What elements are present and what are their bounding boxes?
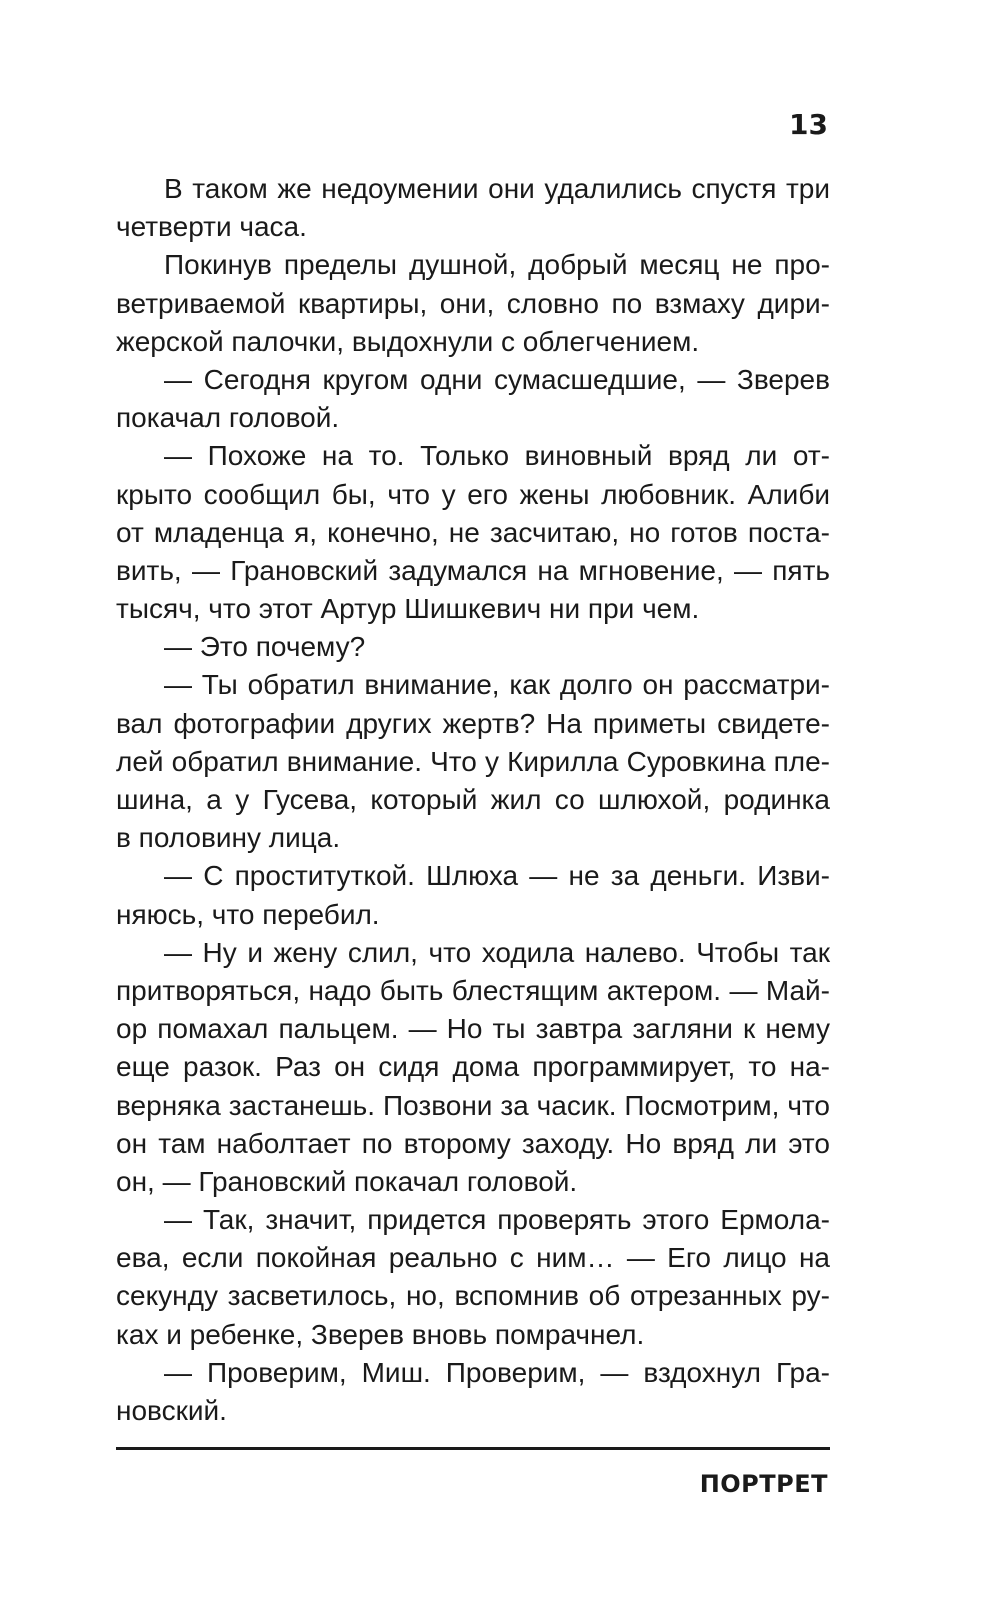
page-number: 13 xyxy=(789,108,828,141)
text-line: — Ну и жену слил, что ходила налево. Чтобы так xyxy=(164,936,830,968)
text-line: он, — Грановский покачал головой. xyxy=(116,1165,578,1197)
text-line: — Проверим, Миш. Проверим, — вздохнул Гра- xyxy=(164,1356,830,1388)
text-line: вал фотографии других жертв? На приметы свидете- xyxy=(116,707,830,739)
text-line: — Сегодня кругом одни сумасшедшие, — Зверев xyxy=(164,363,830,395)
text-line: ветриваемой квартиры, они, словно по взмаху дири- xyxy=(116,287,830,319)
text-line: В таком же недоумении они удалились спустя три xyxy=(164,173,830,204)
text-line: четверти часа. xyxy=(116,211,307,243)
text-line: — Это почему? xyxy=(164,631,366,663)
body-text xyxy=(116,170,830,1430)
text-line: — С проституткой. Шлюха — не за деньги. Изви- xyxy=(164,860,830,892)
text-line: ор помахал пальцем. — Но ты завтра загляни к нему xyxy=(116,1013,830,1045)
text-line: лей обратил внимание. Что у Кирилла Суровкина пле- xyxy=(116,745,830,777)
text-line: от младенца я, конечно, не засчитаю, но готов поста- xyxy=(116,516,830,548)
text-line: — Так, значит, придется проверять этого Ермола- xyxy=(164,1204,830,1236)
text-line: тысяч, что этот Артур Шишкевич ни при чем. xyxy=(116,593,700,625)
text-line: ева, если покойная реально с ним… — Его лицо на xyxy=(116,1242,830,1274)
text-line: ках и ребенке, Зверев вновь помрачнел. xyxy=(116,1318,645,1350)
text-line: притворяться, надо быть блестящим актером. — Май- xyxy=(116,974,830,1006)
text-line: еще разок. Раз он сидя дома программирует, то на- xyxy=(116,1051,830,1083)
footer-rule xyxy=(116,1447,830,1450)
text-line: покачал головой. xyxy=(116,402,340,434)
text-line: шина, а у Гусева, который жил со шлюхой, родинка xyxy=(116,784,830,815)
text-line: он там наболтает по второму заходу. Но вряд ли это xyxy=(116,1127,830,1159)
text-line: няюсь, что перебил. xyxy=(116,898,380,930)
text-line: вить, — Грановский задумался на мгновение, — пять xyxy=(116,554,830,586)
text-line: секунду засветилось, но, вспомнив об отрезанных ру- xyxy=(116,1280,830,1312)
text-line: крыто сообщил бы, что у его жены любовник. Алиби xyxy=(116,478,830,510)
text-line: — Ты обратил внимание, как долго он рассматри- xyxy=(164,669,830,701)
text-line: жерской палочки, выдохнули с облегчением. xyxy=(116,325,700,357)
text-line: Покинув пределы душной, добрый месяц не про- xyxy=(164,249,830,281)
text-line: верняка застанешь. Позвони за часик. Посмотрим, что xyxy=(116,1089,830,1121)
running-title: ПОРТРЕТ xyxy=(699,1470,828,1498)
text-line: — Похоже на то. Только виновный вряд ли от- xyxy=(164,440,830,472)
text-line: новский. xyxy=(116,1395,227,1426)
text-line: в половину лица. xyxy=(116,822,341,854)
